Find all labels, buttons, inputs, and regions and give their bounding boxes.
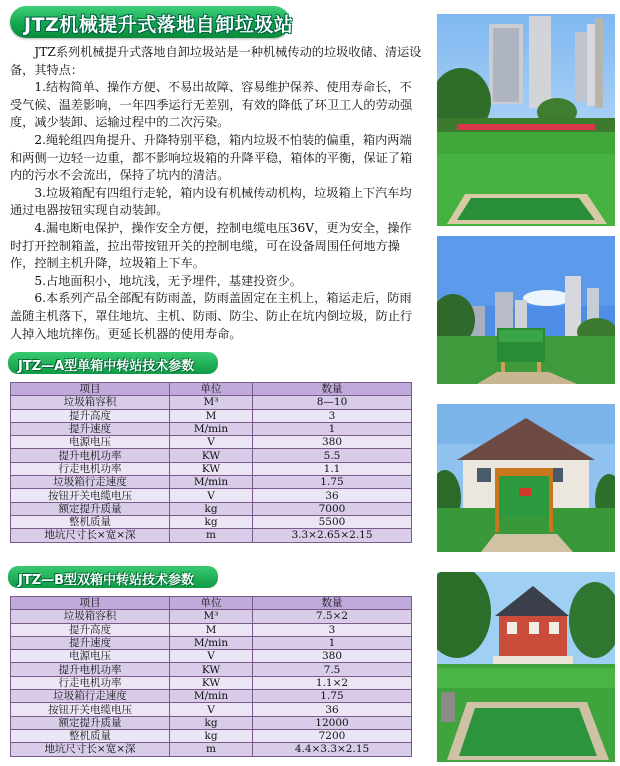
row-value: 5500 bbox=[253, 515, 412, 528]
table-row bbox=[11, 636, 412, 649]
row-value: 12000 bbox=[253, 716, 412, 729]
table-row bbox=[11, 743, 412, 756]
row-unit: M/min bbox=[170, 636, 253, 649]
row-item: 额定提升质量 bbox=[11, 716, 170, 729]
row-unit: m bbox=[170, 529, 253, 542]
feature-2: 2.绳轮组四角提升、升降特别平稳，箱内垃圾不怕装的偏重，箱内两端和两侧一边轻一边重，都不影响垃圾箱的升降平稳，箱体的平衡，保证了箱内的污水不会流出，保持了坑内的清洁。 bbox=[10, 132, 413, 183]
table-row bbox=[11, 623, 412, 636]
table-row bbox=[11, 690, 412, 703]
photo-villa-station bbox=[437, 572, 615, 762]
table-row bbox=[11, 396, 412, 409]
table-row bbox=[11, 610, 412, 623]
table-row bbox=[11, 703, 412, 716]
row-unit: KW bbox=[170, 663, 253, 676]
table-row bbox=[11, 449, 412, 462]
row-item: 垃圾箱容积 bbox=[11, 396, 170, 409]
table-row bbox=[11, 462, 412, 475]
table-row bbox=[11, 515, 412, 528]
header-quantity: 数量 bbox=[253, 597, 412, 610]
table-b-title: JTZ—B型双箱中转站技术参数 bbox=[18, 573, 195, 588]
row-value: 36 bbox=[253, 489, 412, 502]
page-title: JTZ机械提升式落地自卸垃圾站 bbox=[24, 14, 294, 36]
table-a-header-row bbox=[11, 383, 412, 396]
row-item: 电源电压 bbox=[11, 650, 170, 663]
row-value: 36 bbox=[253, 703, 412, 716]
row-item: 提升电机功率 bbox=[11, 449, 170, 462]
header-item: 项目 bbox=[11, 383, 170, 396]
row-item: 额定提升质量 bbox=[11, 502, 170, 515]
row-value: 1.1 bbox=[253, 462, 412, 475]
table-row bbox=[11, 409, 412, 422]
feature-4: 4.漏电断电保护，操作安全方便，控制电缆电压36V，更为安全，操作时打开控制箱盖，拉出带按钮开关的控制电缆，可在设备周围任何地方操作，控制主机升降，垃圾箱上下车。 bbox=[10, 220, 412, 271]
row-value: 5.5 bbox=[253, 449, 412, 462]
row-item: 整机质量 bbox=[11, 729, 170, 742]
row-unit: M bbox=[170, 623, 253, 636]
row-value: 1.75 bbox=[253, 690, 412, 703]
row-unit: kg bbox=[170, 502, 253, 515]
table-row bbox=[11, 729, 412, 742]
header-unit: 单位 bbox=[170, 383, 253, 396]
row-unit: V bbox=[170, 703, 253, 716]
table-row bbox=[11, 422, 412, 435]
table-row bbox=[11, 529, 412, 542]
table-row bbox=[11, 476, 412, 489]
row-item: 垃圾箱行走速度 bbox=[11, 690, 170, 703]
row-unit: KW bbox=[170, 449, 253, 462]
row-item: 整机质量 bbox=[11, 515, 170, 528]
header-item: 项目 bbox=[11, 597, 170, 610]
row-item: 提升速度 bbox=[11, 636, 170, 649]
row-unit: M/min bbox=[170, 422, 253, 435]
table-row bbox=[11, 650, 412, 663]
row-item: 电源电压 bbox=[11, 436, 170, 449]
row-value: 380 bbox=[253, 650, 412, 663]
header-quantity: 数量 bbox=[253, 383, 412, 396]
row-unit: kg bbox=[170, 515, 253, 528]
table-a bbox=[10, 382, 412, 543]
table-a-title: JTZ—A型单箱中转站技术参数 bbox=[18, 359, 195, 374]
table-row bbox=[11, 676, 412, 689]
feature-5: 5.占地面积小，地坑浅，无予埋件，基建投资少。 bbox=[34, 273, 302, 288]
row-value: 1 bbox=[253, 422, 412, 435]
row-unit: M bbox=[170, 409, 253, 422]
row-item: 提升电机功率 bbox=[11, 663, 170, 676]
row-unit: KW bbox=[170, 462, 253, 475]
row-value: 8—10 bbox=[253, 396, 412, 409]
title-banner bbox=[10, 6, 294, 38]
row-item: 按钮开关电缆电压 bbox=[11, 703, 170, 716]
table-row bbox=[11, 663, 412, 676]
row-value: 7.5 bbox=[253, 663, 412, 676]
row-item: 按钮开关电缆电压 bbox=[11, 489, 170, 502]
row-value: 3 bbox=[253, 409, 412, 422]
row-item: 地坑尺寸长×宽×深 bbox=[11, 743, 170, 756]
photo-plaza-station bbox=[437, 14, 615, 226]
row-item: 行走电机功率 bbox=[11, 462, 170, 475]
row-item: 垃圾箱行走速度 bbox=[11, 476, 170, 489]
feature-3: 3.垃圾箱配有四组行走轮，箱内设有机械传动机构，垃圾箱上下汽车均通过电器按钮实现自动装卸。 bbox=[10, 185, 412, 218]
table-b-heading bbox=[8, 566, 218, 588]
row-value: 3 bbox=[253, 623, 412, 636]
table-a-heading bbox=[8, 352, 218, 374]
row-value: 1.1×2 bbox=[253, 676, 412, 689]
row-unit: kg bbox=[170, 716, 253, 729]
row-value: 7.5×2 bbox=[253, 610, 412, 623]
table-row bbox=[11, 716, 412, 729]
row-unit: M/min bbox=[170, 476, 253, 489]
row-value: 380 bbox=[253, 436, 412, 449]
row-unit: V bbox=[170, 489, 253, 502]
table-row bbox=[11, 489, 412, 502]
row-unit: M³ bbox=[170, 396, 253, 409]
row-unit: V bbox=[170, 436, 253, 449]
row-item: 提升速度 bbox=[11, 422, 170, 435]
feature-6: 6.本系列产品全部配有防雨盖，防雨盖固定在主机上，箱运走后，防雨盖随主机落下，罩住地坑、主机、防雨、防尘、防止在坑内倒垃圾，防止行人掉入地坑摔伤。更延长机器的使用寿命。 bbox=[10, 291, 413, 341]
table-row bbox=[11, 502, 412, 515]
row-item: 提升高度 bbox=[11, 409, 170, 422]
feature-1: 1.结构简单、操作方便、不易出故障、容易维护保养、使用寿命长，不受气候、温差影响，一年四季运行无差别，有效的降低了环卫工人的劳动强度，减少装卸、运输过程中的二次污染。 bbox=[10, 80, 413, 130]
row-value: 4.4×3.3×2.15 bbox=[253, 743, 412, 756]
row-item: 提升高度 bbox=[11, 623, 170, 636]
row-unit: KW bbox=[170, 676, 253, 689]
row-item: 垃圾箱容积 bbox=[11, 610, 170, 623]
table-b bbox=[10, 596, 412, 757]
photo-city-station bbox=[437, 236, 615, 384]
row-unit: M³ bbox=[170, 610, 253, 623]
row-unit: kg bbox=[170, 729, 253, 742]
row-unit: m bbox=[170, 743, 253, 756]
photo-house-station bbox=[437, 404, 615, 552]
row-item: 地坑尺寸长×宽×深 bbox=[11, 529, 170, 542]
row-item: 行走电机功率 bbox=[11, 676, 170, 689]
row-value: 1.75 bbox=[253, 476, 412, 489]
row-value: 3.3×2.65×2.15 bbox=[253, 529, 412, 542]
row-value: 1 bbox=[253, 636, 412, 649]
intro-lead: JTZ系列机械提升式落地自卸垃圾站是一种机械传动的垃圾收储、清运设备，其特点： bbox=[10, 45, 422, 77]
table-b-header-row bbox=[11, 597, 412, 610]
intro-text bbox=[10, 44, 422, 343]
row-value: 7000 bbox=[253, 502, 412, 515]
table-row bbox=[11, 436, 412, 449]
row-unit: V bbox=[170, 650, 253, 663]
header-unit: 单位 bbox=[170, 597, 253, 610]
row-value: 7200 bbox=[253, 729, 412, 742]
row-unit: M/min bbox=[170, 690, 253, 703]
